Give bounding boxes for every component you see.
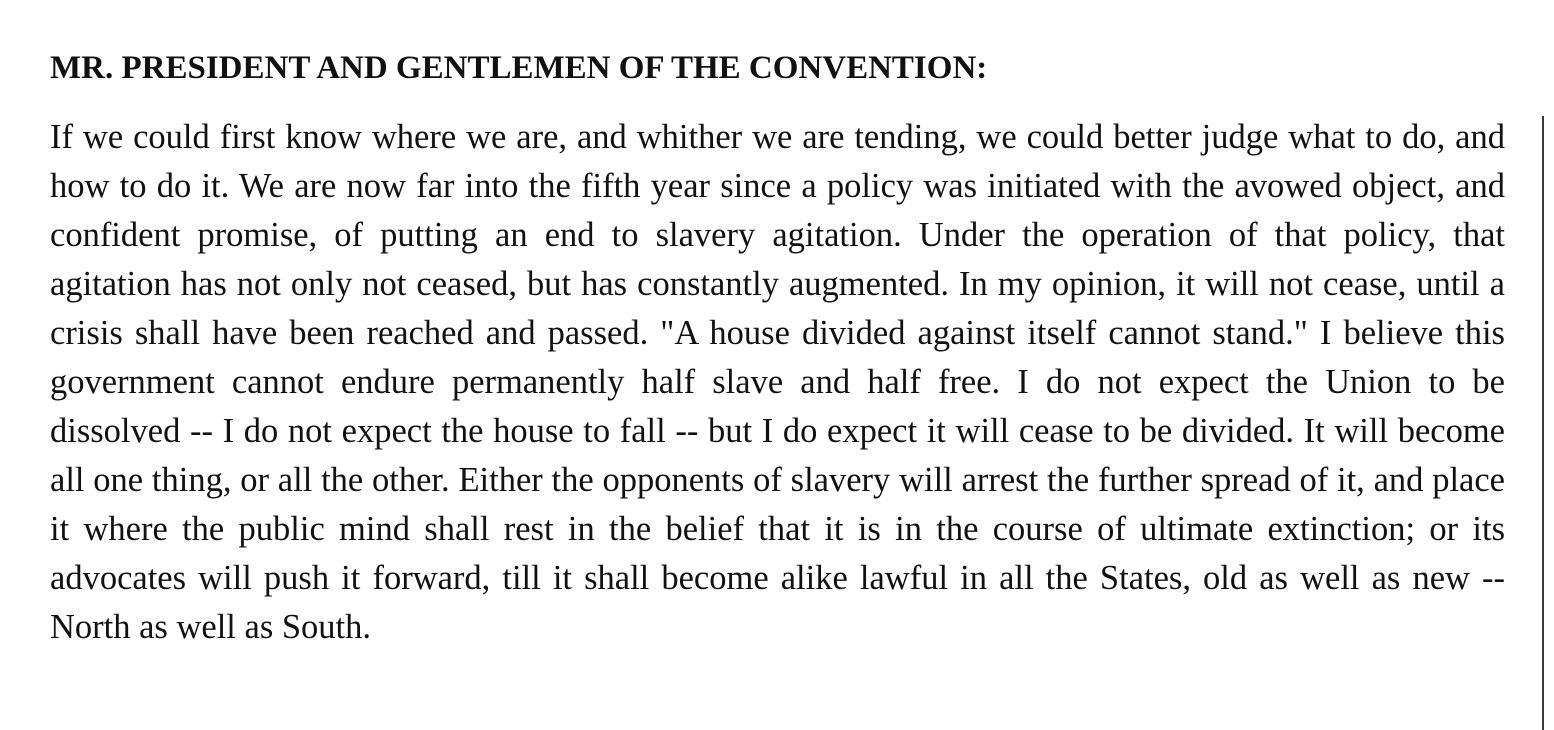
scrollbar-thumb[interactable] bbox=[1542, 116, 1544, 730]
document-paragraph: If we could first know where we are, and whither we are tending, we could better judge what to do, and how to do it. We are now far into the fifth year since a policy was initiated with the avowed object, and confident promise, of putting an end to slavery agitation. Under the operation of that policy, that agitation has not only not ceased, but has constantly augmented. In my opinion, it will not cease, until a crisis shall have been reached and passed. "A house divided against itself cannot stand." I believe this government cannot endure permanently half slave and half free. I do not expect the Union to be dissolved -- I do not expect the house to fall -- but I do expect it will cease to be divided. It will become all one thing, or all the other. Either the opponents of slavery will arrest the further spread of it, and place it where the public mind shall rest in the belief that it is in the course of ultimate extinction; or its advocates will push it forward, till it shall become alike lawful in all the States, old as well as new -- North as well as South. bbox=[50, 118, 1505, 646]
scrollbar-track[interactable] bbox=[1536, 0, 1554, 730]
document-heading: MR. PRESIDENT AND GENTLEMEN OF THE CONVENTION: bbox=[50, 50, 988, 86]
